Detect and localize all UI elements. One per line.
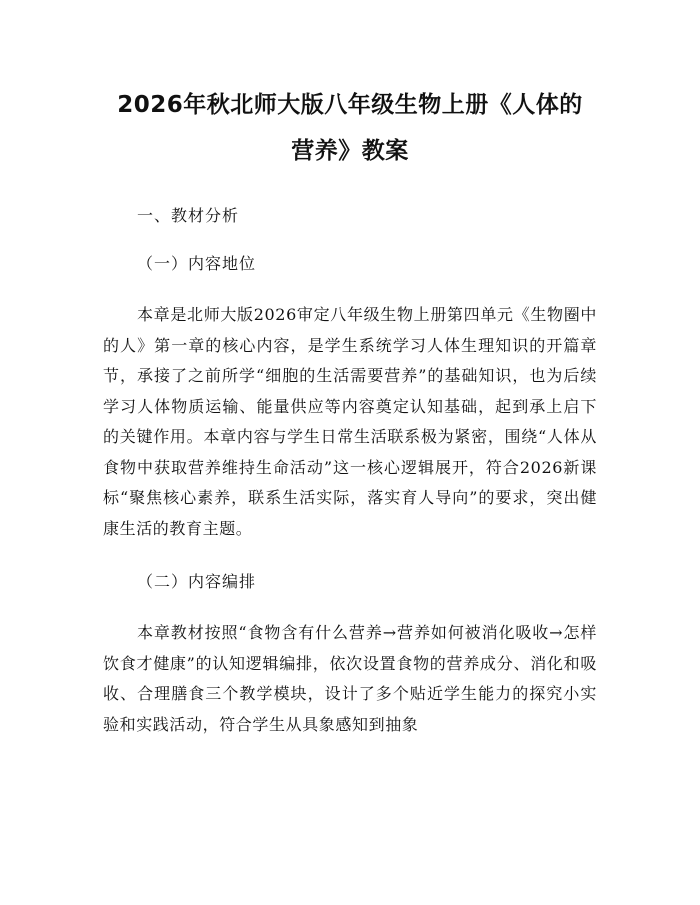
subsection-heading-content-position: （一）内容地位 (137, 254, 257, 273)
paragraph-content-arrangement: 本章教材按照“食物含有什么营养→营养如何被消化吸收→怎样饮食才健康”的认知逻辑编排，依次设置食物的营养成分、消化和吸收、合理膳食三个教学模块，设计了多个贴近学生能力的探究小实验和实践活动，符合学生从具象感知到抽象 (103, 623, 597, 734)
document-title (103, 82, 597, 174)
paragraph-content-position: 本章是北师大版2026审定八年级生物上册第四单元《生物圈中的人》第一章的核心内容，是学生系统学习人体生理知识的开篇章节，承接了之前所学“细胞的生活需要营养”的基础知识，也为后续学习人体物质运输、能量供应等内容奠定认知基础，起到承上启下的关键作用。本章内容与学生日常生活联系极为紧密，围绕“人体从食物中获取营养维持生命活动”这一核心逻辑展开，符合2026新课标“聚焦核心素养，联系生活实际，落实育人导向”的要求，突出健康生活的教育主题。 (103, 305, 597, 538)
section-heading-textbook-analysis: 一、教材分析 (137, 206, 240, 225)
document-title-line-1: 2026年秋北师大版八年级生物上册《人体的 (117, 92, 583, 118)
document-title-line-2: 营养》教案 (291, 138, 409, 164)
subsection-heading-content-arrangement: （二）内容编排 (137, 572, 257, 591)
